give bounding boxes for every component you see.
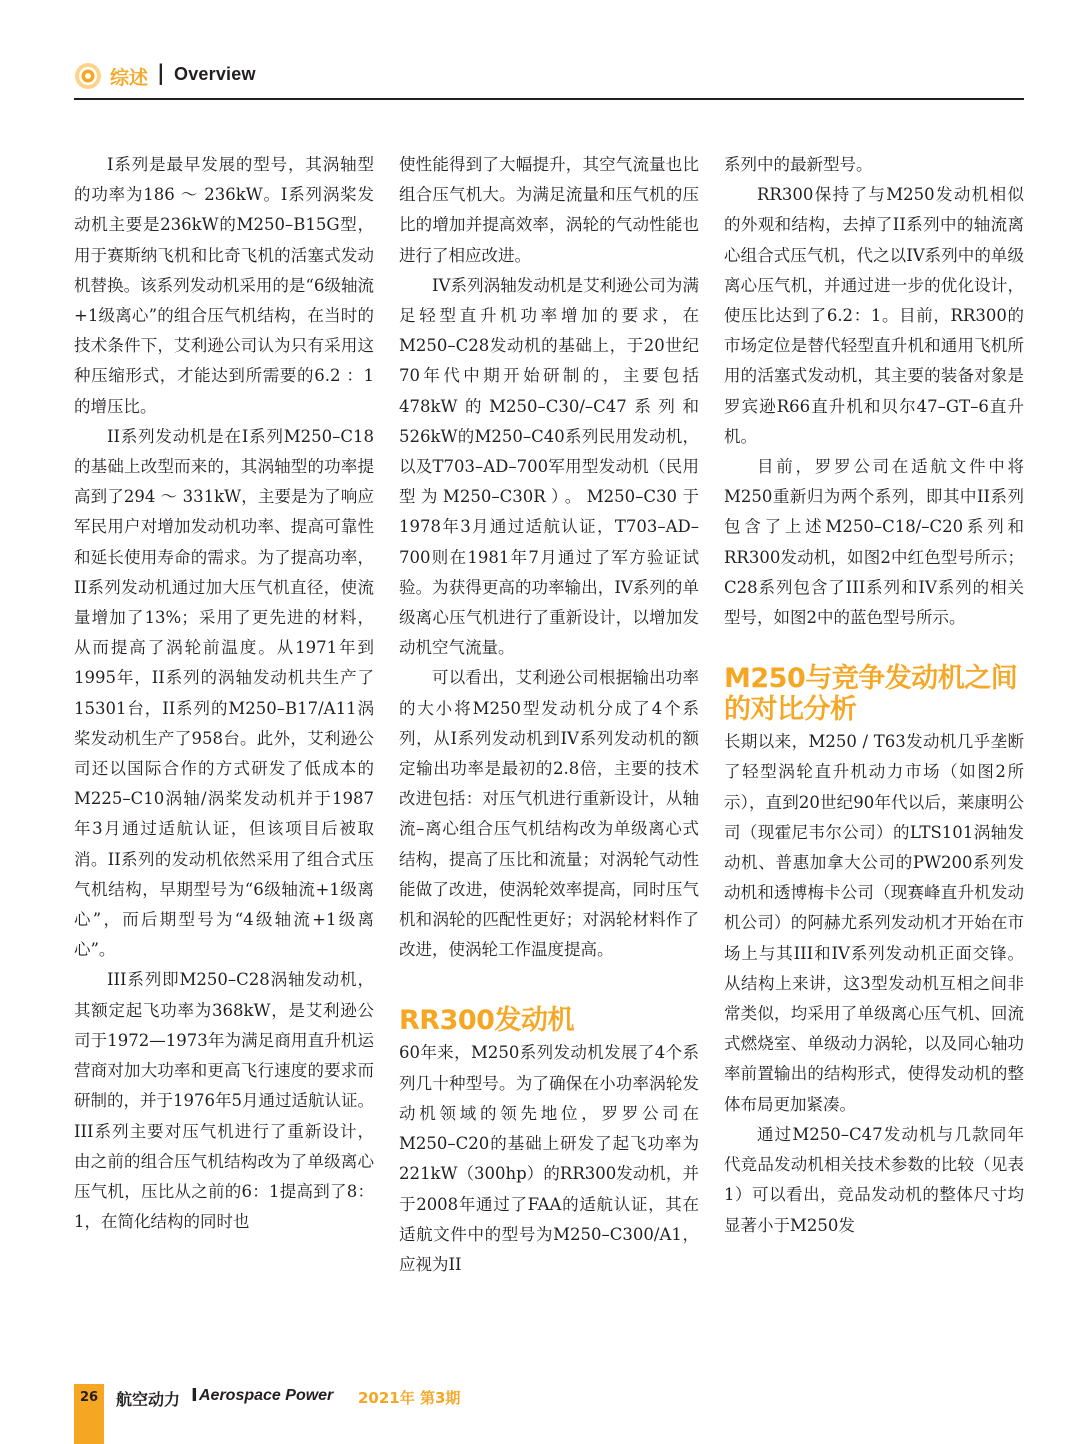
header-separator: | — [157, 61, 165, 85]
page-number: 26 — [79, 1390, 99, 1405]
text-column-2 — [399, 150, 699, 1280]
paragraph: 60年来，M250系列发动机发展了4个系列几十种型号。为了确保在小功率涡轮发动机领域的领先地位，罗罗公司在M250–C20的基础上研发了起飞功率为221kW（300hp）的RR300发动机，并于2008年通过了FAA的适航认证，其在适航文件中的型号为M250–C300/A1，应视为II — [399, 1043, 699, 1274]
paragraph: 可以看出，艾利逊公司根据输出功率的大小将M250型发动机分成了4个系列，从I系列发动机到IV系列发动机的额定输出功率是最初的2.8倍，主要的技术改进包括：对压气机进行重新设计，从轴流–离心组合压气机结构改为单级离心式结构，提高了压比和流量；对涡轮气动性能做了改进，使涡轮效率提高，同时压气机和涡轮的匹配性更好；对涡轮材料作了改进，使涡轮工作温度提高。 — [399, 668, 699, 960]
paragraph: 系列中的最新型号。 — [724, 155, 873, 174]
section-heading: RR300发动机 — [399, 1005, 574, 1037]
paragraph: 长期以来，M250 / T63发动机几乎垄断了轻型涡轮直升机动力市场（如图2所示），直到20世纪90年代以后，莱康明公司（现霍尼韦尔公司）的LTS101涡轴发动机、普惠加拿大公司的PW200系列发动机和透博梅卡公司（现赛峰直升机发动机公司）的阿赫尤系列发动机才开始在市场上与其III和IV系列发动机正面交锋。从结构上来讲，这3型发动机互相之间非常类似，均采用了单级离心压气机、回流式燃烧室、单级动力涡轮，以及同心轴功率前置输出的结构形式，使得发动机的整体布局更加紧凑。 — [724, 732, 1024, 1114]
page-footer — [74, 1384, 1024, 1444]
paragraph: III系列即M250–C28涡轴发动机，其额定起飞功率为368kW，是艾利逊公司于1972—1973年为满足商用直升机运营商对加大功率和更高飞行速度的要求而研制的，并于1976年5月通过适航认证。III系列主要对压气机进行了重新设计，由之前的组合压气机结构改为了单级离心压气机，压比从之前的6：1提高到了8：1，在简化结构的同时也 — [74, 970, 374, 1232]
paragraph: 通过M250–C47发动机与几款同年代竞品发动机相关技术参数的比较（见表1）可以看出，竞品发动机的整体尺寸均显著小于M250发 — [724, 1124, 1024, 1235]
paragraph: 目前，罗罗公司在适航文件中将M250重新归为两个系列，即其中II系列包含了上述M250–C18/–C20系列和RR300发动机，如图2中红色型号所示；C28系列包含了III系列和IV系列的相关型号，如图2中的蓝色型号所示。 — [724, 457, 1024, 628]
sun-circle-icon — [74, 62, 102, 90]
magazine-name-en: Aerospace Power — [199, 1387, 334, 1404]
paragraph: II系列发动机是在I系列M250–C18的基础上改型而来的，其涡轴型的功率提高到了294 ～ 331kW，主要是为了响应军民用户对增加发动机功率、提高可靠性和延长使用寿命的需求。为了提高功率，II系列发动机通过加大压气机直径，使流量增加了13%；采用了更先进的材料，从而提高了涡轮前温度。从1971年到1995年，II系列的涡轴发动机共生产了15301台，II系列的M250–B17/A11涡桨发动机生产了958台。此外，艾利逊公司还以国际合作的方式研发了低成本的M225–C10涡轴/涡桨发动机并于1987年3月通过适航认证，但该项目后被取消。II系列的发动机依然采用了组合式压气机结构，早期型号为“6级轴流+1级离心”，而后期型号为“4级轴流+1级离心”。 — [74, 426, 374, 960]
paragraph: 使性能得到了大幅提升，其空气流量也比组合压气机大。为满足流量和压气机的压比的增加并提高效率，涡轮的气动性能也进行了相应改进。 — [399, 155, 699, 265]
text-column-1 — [74, 150, 374, 1237]
issue-label: 2021年 第3期 — [358, 1389, 461, 1407]
section-label: 综述 — [110, 67, 149, 89]
section-label-en: Overview — [174, 64, 256, 84]
magazine-name: 航空动力 — [116, 1390, 181, 1409]
text-column-3 — [724, 150, 1024, 1241]
footer-separator: I — [191, 1385, 198, 1406]
header-rule — [74, 98, 1024, 100]
paragraph: IV系列涡轴发动机是艾利逊公司为满足轻型直升机功率增加的要求，在M250–C28发动机的基础上，于20世纪70年代中期开始研制的，主要包括478kW的M250–C30/–C47系列和526kW的M250–C40系列民用发动机，以及T703–AD–700军用型发动机（民用型为M250–C30R）。M250–C30于1978年3月通过适航认证，T703–AD–700则在1981年7月通过了军方验证试验。为获得更高的功率输出，IV系列的单级离心压气机进行了重新设计，以增加发动机空气流量。 — [399, 275, 699, 658]
section-heading: M250与竞争发动机之间的对比分析 — [724, 663, 1018, 726]
paragraph: RR300保持了与M250发动机相似的外观和结构，去掉了II系列中的轴流离心组合式压气机，代之以IV系列中的单级离心压气机，并通过进一步的优化设计，使压比达到了6.2：1。目前，RR300的市场定位是替代轻型直升机和通用飞机所用的活塞式发动机，其主要的装备对象是罗宾逊R66直升机和贝尔47–GT–6直升机。 — [724, 185, 1024, 446]
paragraph: I系列是最早发展的型号，其涡轴型的功率为186 ～ 236kW。I系列涡桨发动机主要是236kW的M250–B15G型，用于赛斯纳飞机和比奇飞机的活塞式发动机替换。该系列发动机采用的是“6级轴流+1级离心”的组合压气机结构，在当时的技术条件下，艾利逊公司认为只有采用这种压缩形式，才能达到所需要的6.2 ：1的增压比。 — [74, 155, 374, 416]
page-header — [74, 58, 1024, 100]
